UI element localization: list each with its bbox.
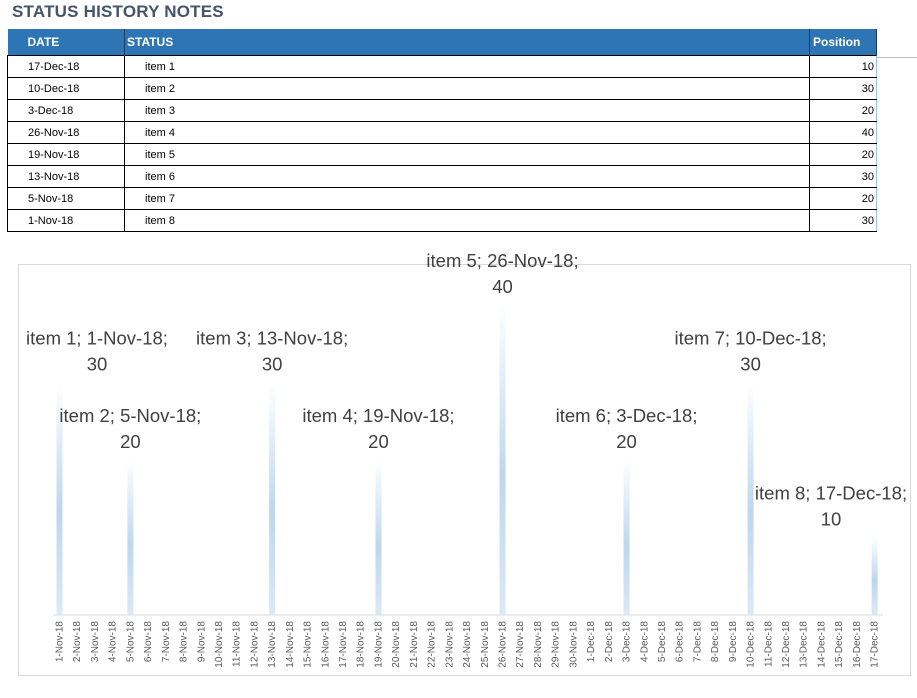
x-tick-label: 18-Nov-18 xyxy=(355,621,367,668)
table-row xyxy=(8,188,877,210)
table-header-row xyxy=(8,29,877,56)
x-tick-label: 14-Dec-18 xyxy=(816,621,828,668)
data-label: item 8; 17-Dec-18; xyxy=(754,482,908,504)
table-row xyxy=(8,78,877,100)
cell-status[interactable]: item 6 xyxy=(125,166,810,188)
cell-date[interactable]: 5-Nov-18 xyxy=(8,188,125,210)
cell-position[interactable]: 10 xyxy=(810,56,877,78)
x-tick-label: 19-Nov-18 xyxy=(373,621,385,668)
data-label: 20 xyxy=(368,431,389,452)
x-tick-label: 12-Dec-18 xyxy=(781,621,793,668)
cell-date[interactable]: 13-Nov-18 xyxy=(8,166,125,188)
cell-date[interactable]: 26-Nov-18 xyxy=(8,122,125,144)
cell-status[interactable]: item 7 xyxy=(125,188,810,210)
data-labels xyxy=(26,250,907,530)
table-row xyxy=(8,144,877,166)
chart-frame[interactable] xyxy=(18,250,911,676)
x-tick-label: 9-Dec-18 xyxy=(727,621,739,663)
data-label: item 3; 13-Nov-18; xyxy=(196,327,349,349)
data-label: item 5; 26-Nov-18; xyxy=(426,250,579,271)
x-tick-label: 9-Nov-18 xyxy=(196,621,208,663)
x-tick-label: 6-Nov-18 xyxy=(143,621,155,663)
data-label: 30 xyxy=(740,353,761,375)
x-tick-label: 7-Nov-18 xyxy=(160,621,172,663)
cell-position[interactable]: 20 xyxy=(810,188,877,210)
cell-position[interactable]: 40 xyxy=(810,122,877,144)
x-tick-label: 15-Nov-18 xyxy=(302,621,314,668)
x-tick-label: 16-Dec-18 xyxy=(851,621,863,668)
x-tick-label: 8-Dec-18 xyxy=(710,621,722,663)
table-row xyxy=(8,122,877,144)
x-tick-label: 6-Dec-18 xyxy=(674,621,686,663)
x-tick-label: 29-Nov-18 xyxy=(550,621,562,668)
cell-status[interactable]: item 3 xyxy=(125,100,810,122)
column-header-date[interactable]: DATE xyxy=(8,29,125,56)
x-tick-label: 21-Nov-18 xyxy=(408,621,420,668)
data-label: 20 xyxy=(616,431,637,452)
x-tick-label: 30-Nov-18 xyxy=(568,621,580,668)
status-history-table xyxy=(7,29,877,232)
x-tick-label: 13-Nov-18 xyxy=(267,621,279,668)
x-tick-label: 3-Nov-18 xyxy=(89,621,101,663)
x-tick-label: 12-Nov-18 xyxy=(249,621,261,668)
x-tick-label: 17-Dec-18 xyxy=(869,621,881,668)
bar-item-2[interactable] xyxy=(127,460,133,615)
data-label: 30 xyxy=(86,353,108,375)
x-tick-label: 15-Dec-18 xyxy=(834,621,846,668)
cell-position[interactable]: 20 xyxy=(810,100,877,122)
x-axis-ticks xyxy=(55,621,881,668)
cell-date[interactable]: 1-Nov-18 xyxy=(8,210,125,232)
timeline-chart xyxy=(19,250,912,677)
bar-item-3[interactable] xyxy=(269,383,275,616)
cell-status[interactable]: item 5 xyxy=(125,144,810,166)
table-row xyxy=(8,56,877,78)
column-header-status[interactable]: STATUS xyxy=(125,29,810,56)
x-tick-label: 13-Dec-18 xyxy=(798,621,810,668)
cell-position[interactable]: 30 xyxy=(810,166,877,188)
x-tick-label: 2-Dec-18 xyxy=(603,621,615,663)
bar-item-5[interactable] xyxy=(500,305,506,615)
table-row xyxy=(8,100,877,122)
column-header-position[interactable]: Position xyxy=(810,29,877,56)
x-tick-label: 4-Dec-18 xyxy=(639,621,651,663)
table-row xyxy=(8,210,877,232)
x-tick-label: 27-Nov-18 xyxy=(515,621,527,668)
x-tick-label: 11-Dec-18 xyxy=(763,621,775,667)
data-label: 10 xyxy=(820,508,842,530)
data-label: item 2; 5-Nov-18; xyxy=(59,405,202,426)
cell-date[interactable]: 17-Dec-18 xyxy=(8,56,125,78)
x-tick-label: 22-Nov-18 xyxy=(426,621,438,668)
x-tick-label: 28-Nov-18 xyxy=(532,621,544,668)
bar-item-4[interactable] xyxy=(375,460,381,615)
x-tick-label: 4-Nov-18 xyxy=(107,621,119,663)
bar-item-8[interactable] xyxy=(872,538,878,616)
cell-status[interactable]: item 4 xyxy=(125,122,810,144)
data-label: item 7; 10-Dec-18; xyxy=(674,327,827,349)
cell-date[interactable]: 10-Dec-18 xyxy=(8,78,125,100)
x-tick-label: 16-Nov-18 xyxy=(320,621,332,668)
data-label: item 6; 3-Dec-18; xyxy=(555,405,698,426)
cell-date[interactable]: 19-Nov-18 xyxy=(8,144,125,166)
cell-position[interactable]: 30 xyxy=(810,210,877,232)
cell-position[interactable]: 30 xyxy=(810,78,877,100)
x-tick-label: 5-Nov-18 xyxy=(125,621,137,663)
cell-date[interactable]: 3-Dec-18 xyxy=(8,100,125,122)
x-tick-label: 20-Nov-18 xyxy=(391,621,403,668)
cell-status[interactable]: item 1 xyxy=(125,56,810,78)
x-tick-label: 14-Nov-18 xyxy=(284,621,296,668)
table-row xyxy=(8,166,877,188)
bar-series xyxy=(57,305,878,615)
x-tick-label: 17-Nov-18 xyxy=(338,621,350,668)
x-tick-label: 1-Dec-18 xyxy=(586,621,598,663)
bar-item-6[interactable] xyxy=(624,460,630,615)
x-tick-label: 2-Nov-18 xyxy=(72,621,84,663)
data-label: item 1; 1-Nov-18; xyxy=(26,327,168,349)
x-tick-label: 7-Dec-18 xyxy=(692,621,704,663)
cell-position[interactable]: 20 xyxy=(810,144,877,166)
data-label: 40 xyxy=(492,276,513,297)
cell-status[interactable]: item 2 xyxy=(125,78,810,100)
x-tick-label: 5-Dec-18 xyxy=(656,621,668,663)
x-tick-label: 26-Nov-18 xyxy=(497,621,509,668)
x-tick-label: 23-Nov-18 xyxy=(444,621,456,668)
x-tick-label: 10-Nov-18 xyxy=(213,621,225,668)
x-tick-label: 8-Nov-18 xyxy=(178,621,190,663)
x-tick-label: 1-Nov-18 xyxy=(54,621,66,663)
x-tick-label: 25-Nov-18 xyxy=(479,621,491,668)
data-label: 30 xyxy=(261,353,283,375)
data-label: 20 xyxy=(120,431,141,452)
page-title: STATUS HISTORY NOTES xyxy=(12,2,224,21)
x-tick-label: 11-Nov-18 xyxy=(231,621,243,667)
sheet-gridline xyxy=(876,57,917,58)
cell-status[interactable]: item 8 xyxy=(125,210,810,232)
x-tick-label: 10-Dec-18 xyxy=(745,621,757,668)
bar-item-7[interactable] xyxy=(748,383,754,616)
data-label: item 4; 19-Nov-18; xyxy=(302,405,455,426)
x-tick-label: 24-Nov-18 xyxy=(462,621,474,668)
x-tick-label: 3-Dec-18 xyxy=(621,621,633,663)
